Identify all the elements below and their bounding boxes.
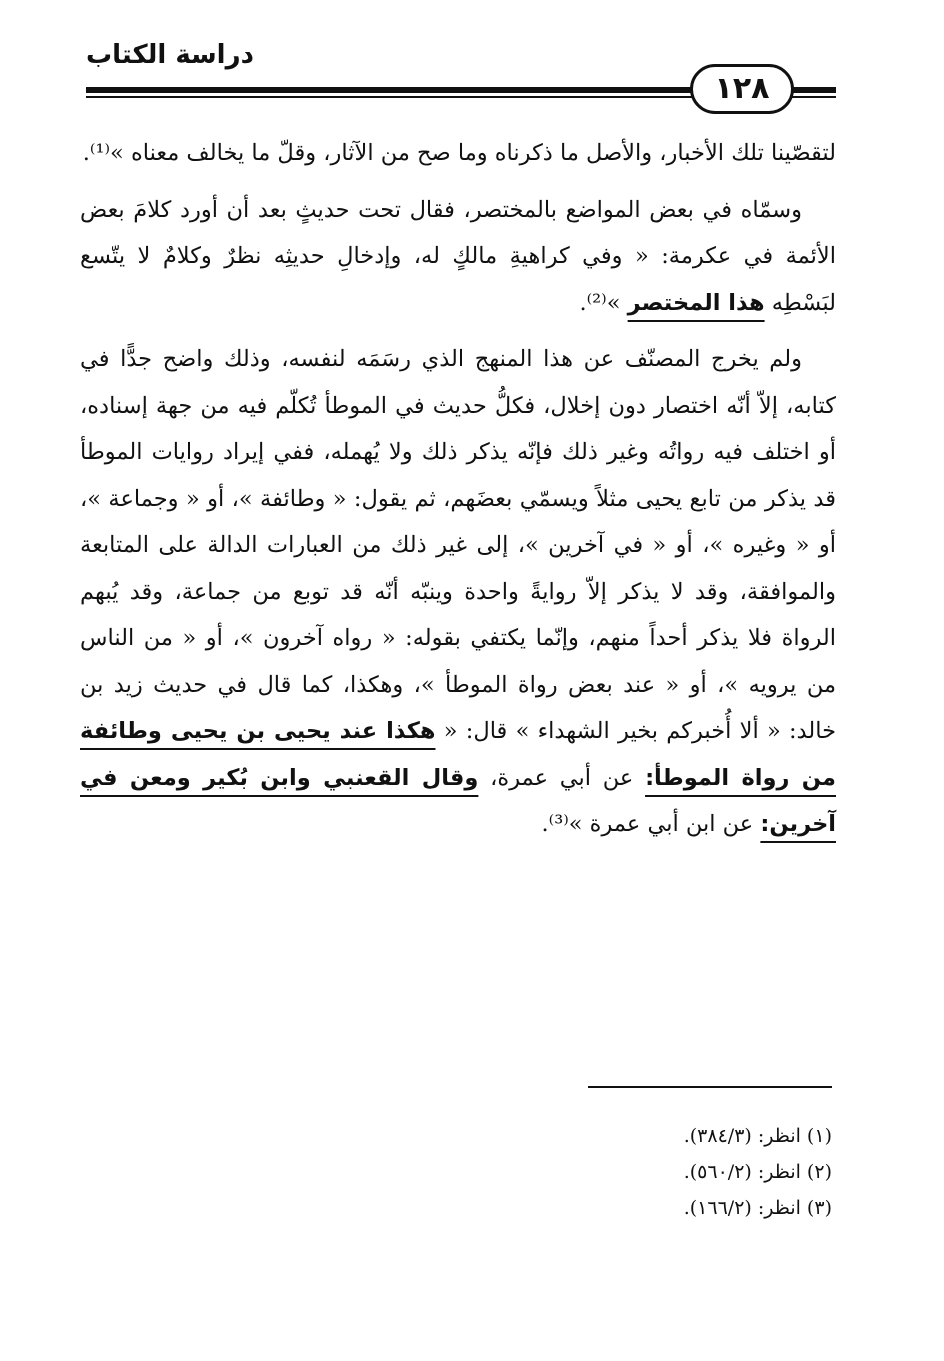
paragraph-3-text: ولم يخرج المصنّف عن هذا المنهج الذي رسَمَه لنفسه، وذلك واضح جدًّا في كتابه، إلاّ أنّه اختصار دون إخلال، فكلُّ حديث في الموطأ تُكلّم فيه من جهة إسناده، أو اختلف فيه رواتُه وغير ذلك فإنّه يذكر ذلك ولا يُهمله، ففي إيراد روايات الموطأ قد يذكر من تابع يحيى مثلاً ويسمّي بعضَهم، ثم يقول: « وطائفة »، أو « وجماعة »، أو « وغيره »، أو « في آخرين »، إلى غير ذلك من العبارات الدالة على المتابعة والموافقة، وقد لا يذكر إلاّ روايةً واحدة وينبّه أنّه قد توبع من جماعة، وقد يُبهم الرواة فلا يذكر أحداً منهم، وإنّما يكتفي بقوله: « رواه آخرون »، أو « من الناس من يرويه »، أو « عند بعض رواة الموطأ »، وهكذا، كما قال في حديث زيد بن خالد: « ألا أُخبركم بخير الشهداء » قال: «	[80, 346, 836, 744]
emphasis-mukhtasar: هذا المختصر	[627, 289, 765, 316]
paragraph-3-middle: عن أبي عمرة،	[490, 764, 634, 791]
paragraph-1	[80, 130, 836, 177]
footnote-separator	[588, 1086, 832, 1088]
footnotes	[400, 1118, 832, 1226]
paragraph-2-text: وسمّاه في بعض المواضع بالمختصر، فقال تحت حديثٍ بعد أن أورد كلامَ بعض الأئمة في عكرمة: « وفي كراهيةِ مالكٍ له، وإدخالِ حديثِه نظرٌ وكلامٌ لا يتّسع لبَسْطِه	[80, 196, 836, 316]
main-text	[80, 130, 836, 858]
paragraph-3	[80, 336, 836, 848]
paragraph-1-text: لتقصّينا تلك الأخبار، والأصل ما ذكرناه وما صح من الآثار، وقلّ ما يخالف معناه »⁽¹⁾.	[82, 140, 836, 166]
footnote-2: (٢) انظر: (٥٦٠/٢).	[683, 1161, 832, 1183]
running-title: دراسة الكتاب	[86, 40, 254, 70]
emphasis-qanabi-narration: وقال القعنبي وابن بُكير ومعن في آخرين:	[80, 764, 836, 837]
page-header	[86, 40, 836, 110]
paragraph-2-closing: »⁽²⁾.	[579, 289, 621, 316]
paragraph-3-closing: عن ابن أبي عمرة »⁽³⁾.	[541, 811, 754, 837]
emphasis-yahya-narration: هكذا عند يحيى بن يحيى وطائفة من رواة الموطأ:	[80, 718, 836, 791]
paragraph-2	[80, 187, 836, 327]
page-number: ١٢٨	[690, 64, 794, 114]
footnote-3: (٣) انظر: (١٦٦/٢).	[683, 1197, 832, 1219]
footnote-1: (١) انظر: (٣٨٤/٣).	[683, 1125, 832, 1147]
